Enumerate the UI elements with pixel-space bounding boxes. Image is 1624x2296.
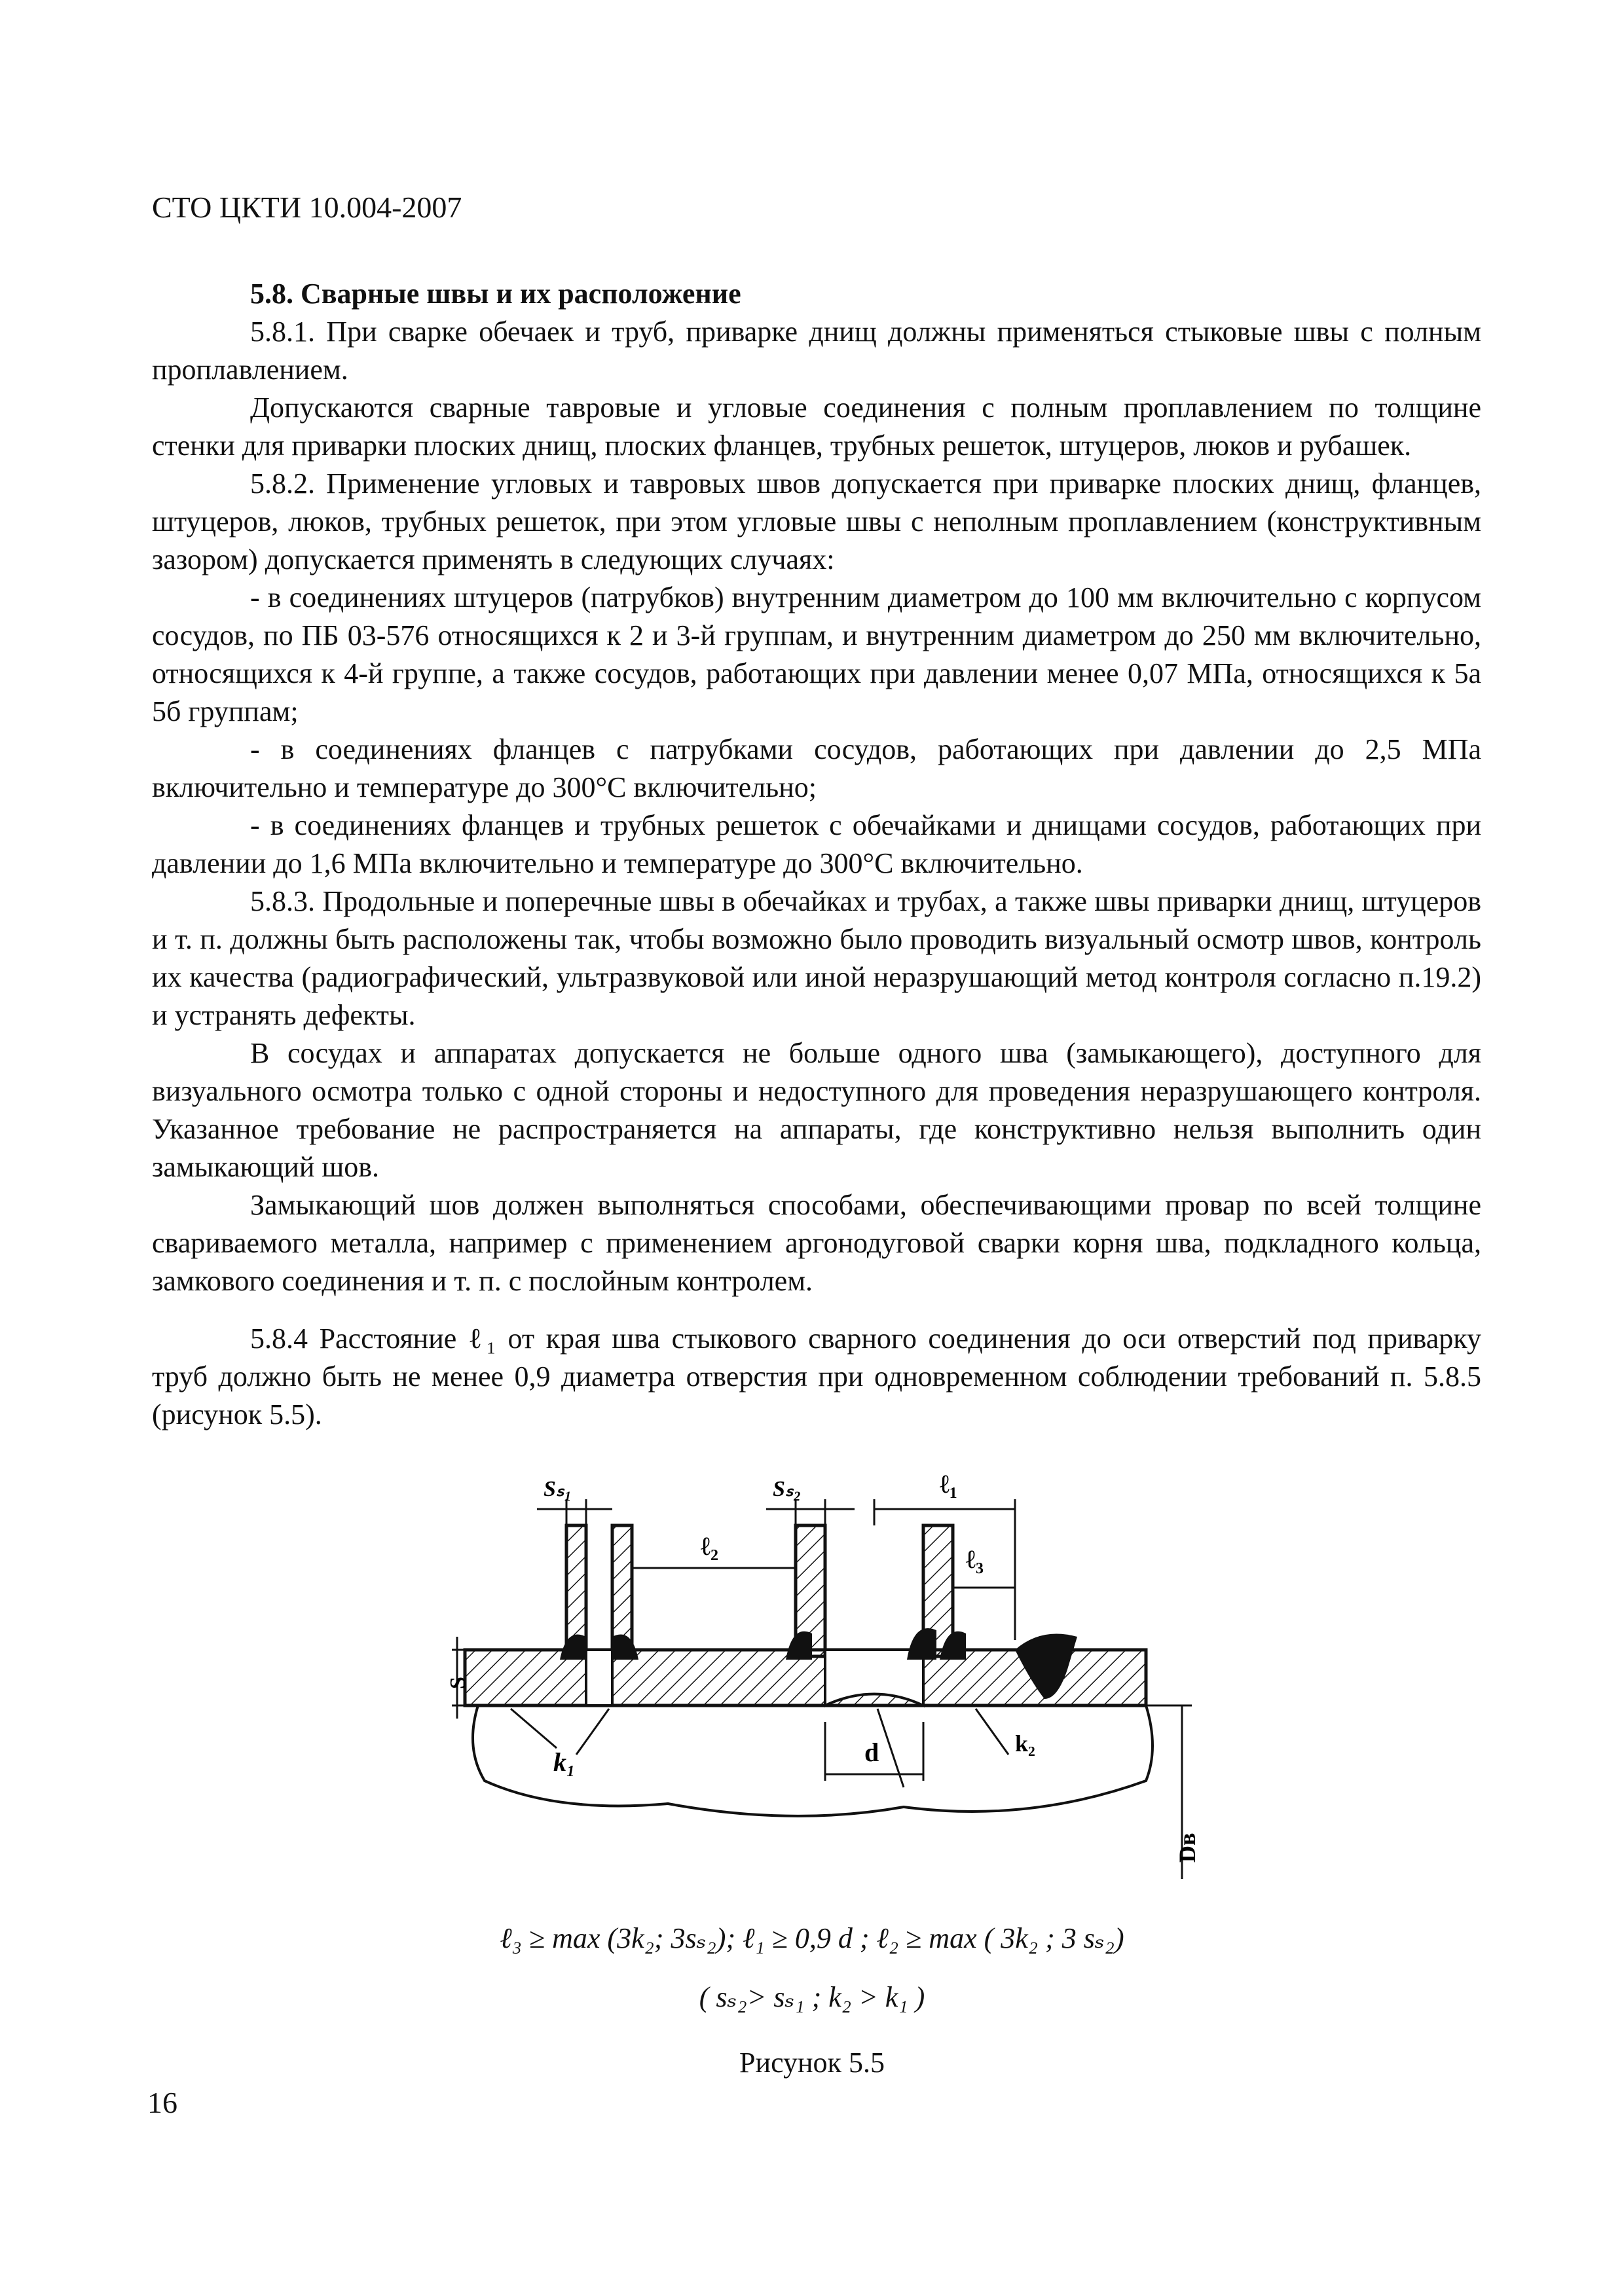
- formula-relations: ( sₛ₂> sₛ₁ ; k₂ > k₁ ): [699, 1981, 925, 2013]
- paragraph: 5.8.2. Применение угловых и тавровых швов допускается при приварке плоских днищ, фланцев, штуцеров, люков, трубных решеток, при этом угловые швы с неполным проплавлением (конструктивным зазором) допускается применять в следующих случаях:: [152, 467, 1481, 575]
- label-dv: Dв: [1174, 1832, 1200, 1863]
- list-item: - в соединениях штуцеров (патрубков) внутренним диаметром до 100 мм включительно с корпусом сосудов, по ПБ 03-576 относящихся к 2 и 3-й группам, и внутренним диаметром до 250 мм включительно, относящихся к 4-й группе, а также сосудов, работающих при давлении менее 0,07 МПа, относящихся к 5а 5б группам;: [152, 581, 1481, 727]
- paragraph: 5.8.3. Продольные и поперечные швы в обечайках и трубах, а также швы приварки днищ, штуцеров и т. п. должны быть расположены так, чтобы возможно было проводить визуальный осмотр швов, контроль их качества (радиографический, ультразвуковой или иной неразрушающий метод контроля согласно п.19.2) и устранять дефекты.: [152, 885, 1481, 1031]
- body-text: [152, 275, 1481, 1434]
- document-header: СТО ЦКТИ 10.004-2007: [152, 191, 462, 224]
- formula-conditions: ℓ₃ ≥ max (3k₂; 3sₛ₂); ℓ₁ ≥ 0,9 d ; ℓ₂ ≥ max ( 3k₂ ; 3 sₛ₂): [500, 1922, 1124, 1954]
- list-item: - в соединениях фланцев и трубных решеток с обечайками и днищами сосудов, работающих при давлении до 1,6 МПа включительно и температуре до 300°С включительно.: [152, 809, 1481, 879]
- figure-caption: Рисунок 5.5: [739, 2047, 885, 2079]
- paragraph: Замыкающий шов должен выполняться способами, обеспечивающими провар по всей толщине свариваемого металла, например с применением аргонодуговой сварки корня шва, подкладного кольца, замкового соединения и т. п. с послойным контролем.: [152, 1189, 1481, 1297]
- label-l3: ℓ₃: [966, 1544, 984, 1574]
- list-item: - в соединениях фланцев с патрубками сосудов, работающих при давлении до 2,5 МПа включительно и температуре до 300°С включительно;: [152, 733, 1481, 803]
- section-title: 5.8. Сварные швы и их расположение: [250, 278, 741, 310]
- page-number: 16: [147, 2086, 177, 2119]
- label-d: d: [864, 1738, 879, 1767]
- weld-joint-figure: [446, 1469, 1225, 1892]
- label-k2: k₂: [1015, 1730, 1035, 1757]
- label-l2: ℓ₂: [701, 1531, 718, 1561]
- paragraph: 5.8.1. При сварке обечаек и труб, приварке днищ должны применяться стыковые швы с полным проплавлением.: [152, 316, 1481, 386]
- label-k1: k₁: [553, 1747, 576, 1777]
- label-s: S: [446, 1677, 470, 1689]
- paragraph: 5.8.4 Расстояние ℓ₁ от края шва стыкового сварного соединения до оси отверстий под приварку труб должно быть не менее 0,9 диаметра отверстия при одновременном соблюдении требований п. 5.8.5 (рисунок 5.5).: [152, 1322, 1481, 1430]
- label-ss2: Sₛ₂: [773, 1477, 802, 1501]
- label-ss1: Sₛ₁: [544, 1477, 572, 1501]
- paragraph: Допускаются сварные тавровые и угловые соединения с полным проплавлением по толщине стенки для приварки плоских днищ, плоских фланцев, трубных решеток, штуцеров, люков и рубашек.: [152, 392, 1481, 462]
- label-l1: ℓ₁: [940, 1469, 957, 1499]
- paragraph: В сосудах и аппаратах допускается не больше одного шва (замыкающего), доступного для визуального осмотра только с одной стороны и недоступного для проведения неразрушающего контроля. Указанное требование не распространяется на аппараты, где конструктивно нельзя выполнить один замыкающий шов.: [152, 1037, 1481, 1183]
